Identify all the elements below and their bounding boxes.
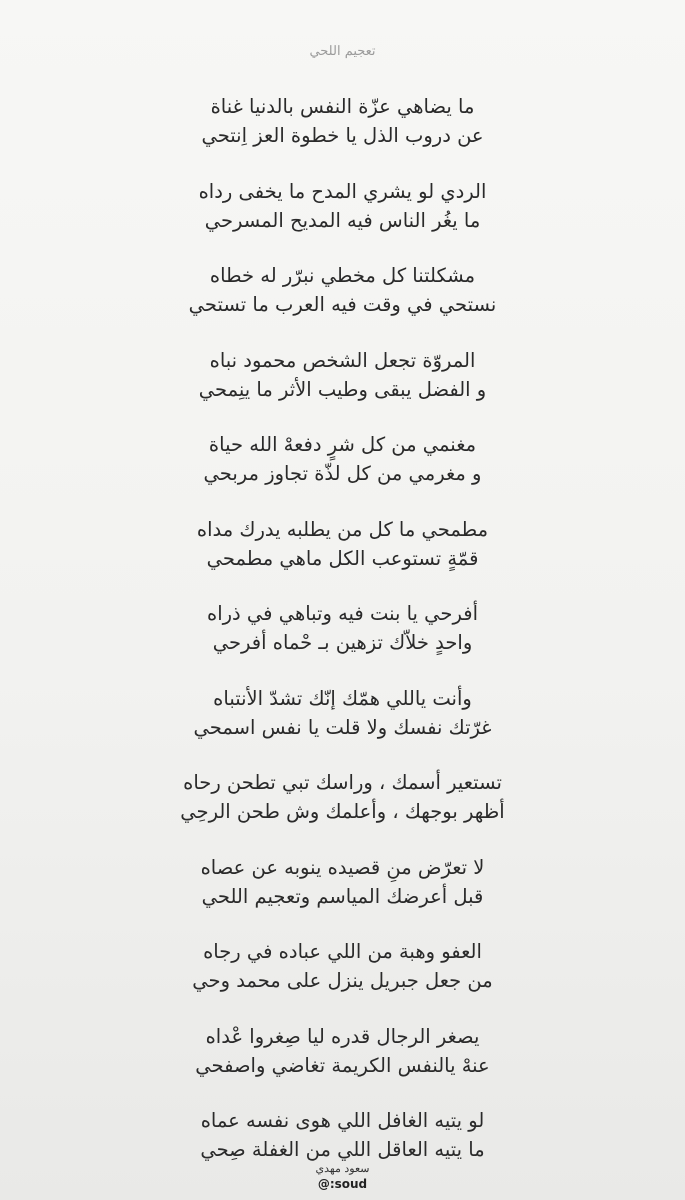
stanza xyxy=(0,1104,685,1189)
stanza xyxy=(0,90,685,175)
stanza xyxy=(0,766,685,851)
poem-title: تعجيم اللحي xyxy=(309,44,376,59)
verse-line: من جعل جبريل ينزل على محمد وحي xyxy=(192,969,493,992)
stanza xyxy=(0,597,685,682)
stanza xyxy=(0,344,685,429)
verse-line: مشكلتنا كل مخطي نبرّر له خطاه xyxy=(209,264,476,287)
stanza xyxy=(0,682,685,767)
verse-line: يصغر الرجال قدره ليا صِغروا عْداه xyxy=(205,1024,480,1048)
verse-line: أفرحي يا بنت فيه وتباهي في ذراه xyxy=(206,602,478,625)
stanza xyxy=(0,259,685,344)
author-signature: سعود مهدي xyxy=(315,1162,370,1175)
verse-line: واحدٍ خلاّك تزهين بـ حْماه أفرحي xyxy=(212,631,473,654)
verse-line: الردي لو يشري المدح ما يخفى رداه xyxy=(198,179,487,203)
stanza xyxy=(0,513,685,598)
stanza xyxy=(0,175,685,260)
poem-body xyxy=(0,90,685,1189)
verse-line: قمّةٍ تستوعب الكل ماهي مطمحي xyxy=(206,546,479,570)
verse-line: مطمحي ما كل من يطلبه يدرك مداه xyxy=(196,517,489,541)
stanza xyxy=(0,428,685,513)
author-handle: @:soud xyxy=(317,1177,368,1191)
verse-line: و الفضل يبقى وطيب الأثر ما ينِمحي xyxy=(198,377,487,401)
verse-line: وأنت ياللي همّك إنّك تشدّ الأنتباه xyxy=(213,686,472,710)
stanza xyxy=(0,1020,685,1105)
stanza xyxy=(0,935,685,1020)
verse-line: لا تعرّض منِ قصيده ينوبه عن عصاه xyxy=(200,855,485,879)
stanza xyxy=(0,851,685,936)
verse-line: عن دروب الذل يا خطوة العز اِنتحي xyxy=(201,124,484,147)
verse-line: العفو وهبة من اللي عباده في رجاه xyxy=(203,940,482,963)
verse-line: أظهر بوجهك ، وأعلمك وش طحن الرحِي xyxy=(180,800,505,823)
verse-line: المروّة تجعل الشخص محمود نباه xyxy=(209,348,476,372)
verse-line: و مغرمي من كل لذّة تجاوز مربحي xyxy=(203,462,482,485)
verse-line: ما يتيه العاقل اللي من الغفلة صِحي xyxy=(200,1138,485,1161)
verse-line: ما يضاهي عزّة النفس بالدنيا غناة xyxy=(210,95,475,118)
verse-line: ما يغُر الناس فيه المديح المسرحي xyxy=(204,208,481,232)
verse-line: تستعير أسمك ، وراسك تبي تطحن رحاه xyxy=(183,771,502,794)
verse-line: لو يتيه الغافل اللي هوى نفسه عماه xyxy=(200,1109,485,1132)
verse-line: نستحي في وقت فيه العرب ما تستحي xyxy=(188,293,497,316)
verse-line: قبل أعرضك المياسم وتعجيم اللحي xyxy=(201,884,484,908)
verse-line: مغنمي من كل شرٍ دفعهْ الله حياة xyxy=(208,433,477,456)
verse-line: عنهْ يالنفس الكريمة تغاضي واصفحي xyxy=(195,1053,490,1077)
verse-line: غرّتك نفسك ولا قلت يا نفس اسمحي xyxy=(193,715,492,739)
